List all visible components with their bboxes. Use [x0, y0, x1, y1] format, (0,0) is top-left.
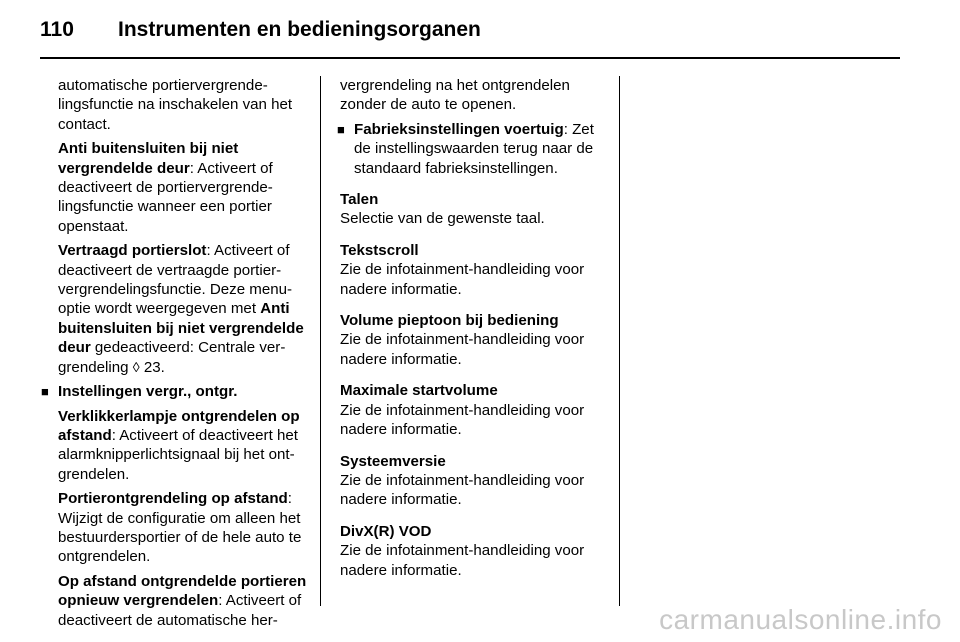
paragraph: [58, 489, 308, 567]
page-reference-icon: ◊: [132, 358, 140, 375]
paragraph-text: : Activeert of deactiveert de vertraagde portier-vergrendelingsfunctie. Deze menu-optie wordt weergegeven met: [58, 242, 293, 318]
section: [340, 241, 604, 299]
bullet-label: Instellingen vergr., ontgr.: [58, 383, 238, 401]
section-title: Maximale startvolume: [340, 382, 498, 400]
option-name: Vertraagd portierslot: [58, 242, 207, 260]
section: [340, 452, 604, 510]
option-name: Portierontgrendeling op afstand: [58, 490, 288, 508]
section-title: Talen: [340, 191, 379, 209]
section-title: Systeemversie: [340, 452, 446, 470]
paragraph-text: vergrendeling na het ontgrendelen zonder de auto te openen.: [340, 77, 570, 114]
section: [340, 311, 604, 369]
paragraph-text: gedeactiveerd: Centrale ver-grendeling: [58, 339, 286, 376]
page-number: 110: [40, 18, 74, 41]
option-name: Op afstand ontgrendelde portieren opnieuw vergrendelen: [58, 572, 307, 610]
paragraph-text: : Activeert of deactiveert de portiervergrende-lingsfunctie wanneer een portier openstaat.: [58, 159, 273, 235]
section: [340, 190, 604, 229]
section-title: DivX(R) VOD: [340, 522, 432, 540]
section-text: Zie de infotainment-handleiding voor nadere informatie.: [340, 542, 585, 579]
paragraph-text: : Activeert of deactiveert de automatische her-: [58, 592, 302, 629]
section-text: Zie de infotainment-handleiding voor nadere informatie.: [340, 331, 585, 368]
page-reference: 23.: [139, 358, 165, 376]
header-rule: [40, 57, 900, 59]
section-text: Zie de infotainment-handleiding voor nadere informatie.: [340, 471, 585, 509]
section-text: Zie de infotainment-handleiding voor nadere informatie.: [340, 401, 585, 439]
bullet-item: [337, 120, 604, 178]
paragraph: [58, 407, 308, 485]
paragraph-text: : Zet de instellingswaarden terug naar de standaard fabrieksinstellingen.: [354, 120, 594, 177]
paragraph-text: automatische portiervergrende-lingsfunctie na inschakelen van het contact.: [58, 77, 293, 133]
paragraph-text: : Wijzigt de configuratie om alleen het bestuurdersportier of de hele auto te ontgrendelen.: [58, 490, 302, 566]
section-title: Tekstscroll: [340, 241, 419, 259]
section: [340, 381, 604, 439]
column-divider-right: [619, 76, 620, 606]
bullet-item: [41, 382, 308, 401]
option-name: Fabrieksinstellingen voertuig: [354, 120, 564, 138]
page-title: Instrumenten en bedieningsorganen: [118, 18, 481, 41]
column-left: [41, 76, 308, 630]
bullet-square-icon: ■: [337, 121, 345, 137]
option-name: Verklikkerlampje ontgrendelen op afstand: [58, 407, 300, 444]
bullet-square-icon: ■: [41, 384, 49, 400]
option-name: Anti buitensluiten bij niet vergrendelde deur: [58, 140, 239, 177]
page-header: [40, 18, 481, 42]
paragraph: [58, 241, 308, 377]
paragraph: [58, 572, 308, 630]
watermark: carmanualsonline.info: [659, 604, 942, 635]
paragraph-text: : Activeert of deactiveert het alarmknipperlichtsignaal bij het ont-grendelen.: [58, 426, 298, 483]
section: [340, 522, 604, 580]
paragraph: [58, 76, 308, 134]
paragraph: [340, 76, 604, 115]
section-text: Zie de infotainment-handleiding voor nadere informatie.: [340, 261, 585, 298]
option-name: Anti buitensluiten bij niet vergrendelde deur: [58, 300, 304, 357]
section-title: Volume pieptoon bij bediening: [340, 312, 559, 330]
column-right: [337, 76, 604, 580]
section-text: Selectie van de gewenste taal.: [340, 210, 545, 228]
column-divider-left: [320, 76, 321, 606]
paragraph: [58, 139, 308, 236]
